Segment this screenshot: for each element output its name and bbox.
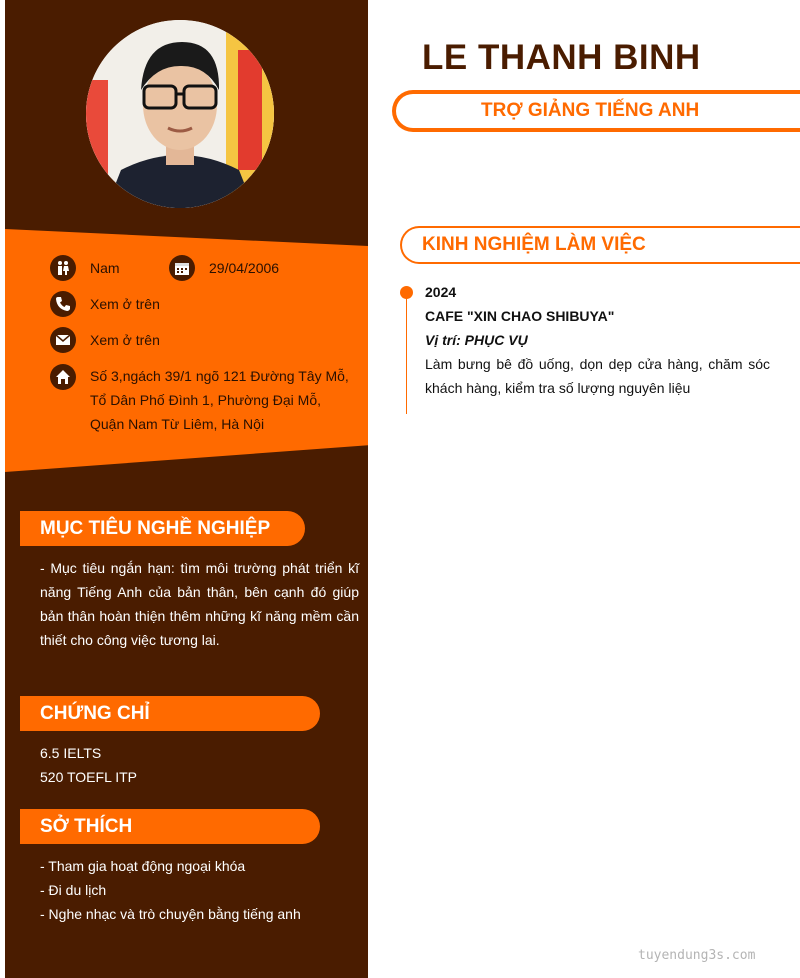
contact-phone (50, 291, 160, 317)
certificates-list (40, 741, 359, 789)
phone-icon (50, 291, 76, 317)
calendar-icon (169, 255, 195, 281)
timeline-dot (400, 286, 413, 299)
experience-position: Vị trí: PHỤC VỤ (425, 332, 528, 348)
contact-gender (50, 255, 120, 281)
candidate-name: LE THANH BINH (422, 38, 701, 77)
experience-heading: KINH NGHIỆM LÀM VIỆC (400, 226, 800, 264)
phone-text: Xem ở trên (90, 296, 160, 312)
experience-year: 2024 (425, 284, 457, 300)
certificates-heading: CHỨNG CHỈ (20, 696, 320, 731)
hobbies-heading: SỞ THÍCH (20, 809, 320, 844)
certificate-item: 6.5 IELTS (40, 745, 102, 761)
email-text: Xem ở trên (90, 332, 160, 348)
experience-description: Làm bưng bê đồ uống, dọn dẹp cửa hàng, chăm sóc khách hàng, kiểm tra số lượng nguyên liệu (425, 356, 770, 396)
certificate-item: 520 TOEFL ITP (40, 769, 138, 785)
objective-heading: MỤC TIÊU NGHỀ NGHIỆP (20, 511, 305, 546)
hobbies-list (40, 854, 359, 926)
address-text: Số 3,ngách 39/1 ngõ 121 Đường Tây Mỗ, Tổ Dân Phố Đình 1, Phường Đại Mỗ, Quận Nam Từ Liêm, Hà Nội (90, 368, 349, 432)
contact-address (50, 364, 76, 390)
contact-email (50, 327, 160, 353)
profile-photo (86, 20, 274, 208)
objective-text: - Mục tiêu ngắn hạn: tìm môi trường phát triển kĩ năng Tiếng Anh của bản thân, bên cạnh đó giúp bản thân hoàn thiện thêm những kĩ năng mềm cần thiết cho công việc tương lai. (40, 560, 359, 648)
hobby-item: - Đi du lịch (40, 882, 107, 898)
watermark: tuyendung3s.com (638, 948, 756, 963)
gender-text: Nam (90, 260, 120, 276)
timeline-line (406, 290, 407, 414)
experience-company: CAFE "XIN CHAO SHIBUYA" (425, 308, 615, 324)
job-title: TRỢ GIẢNG TIẾNG ANH (392, 90, 800, 132)
hobby-item: - Tham gia hoạt động ngoại khóa (40, 858, 246, 874)
gender-icon (50, 255, 76, 281)
home-icon (50, 364, 76, 390)
birthday-text: 29/04/2006 (209, 260, 280, 276)
email-icon (50, 327, 76, 353)
contact-birthday (169, 255, 279, 281)
hobby-item: - Nghe nhạc và trò chuyện bằng tiếng anh (40, 906, 301, 922)
